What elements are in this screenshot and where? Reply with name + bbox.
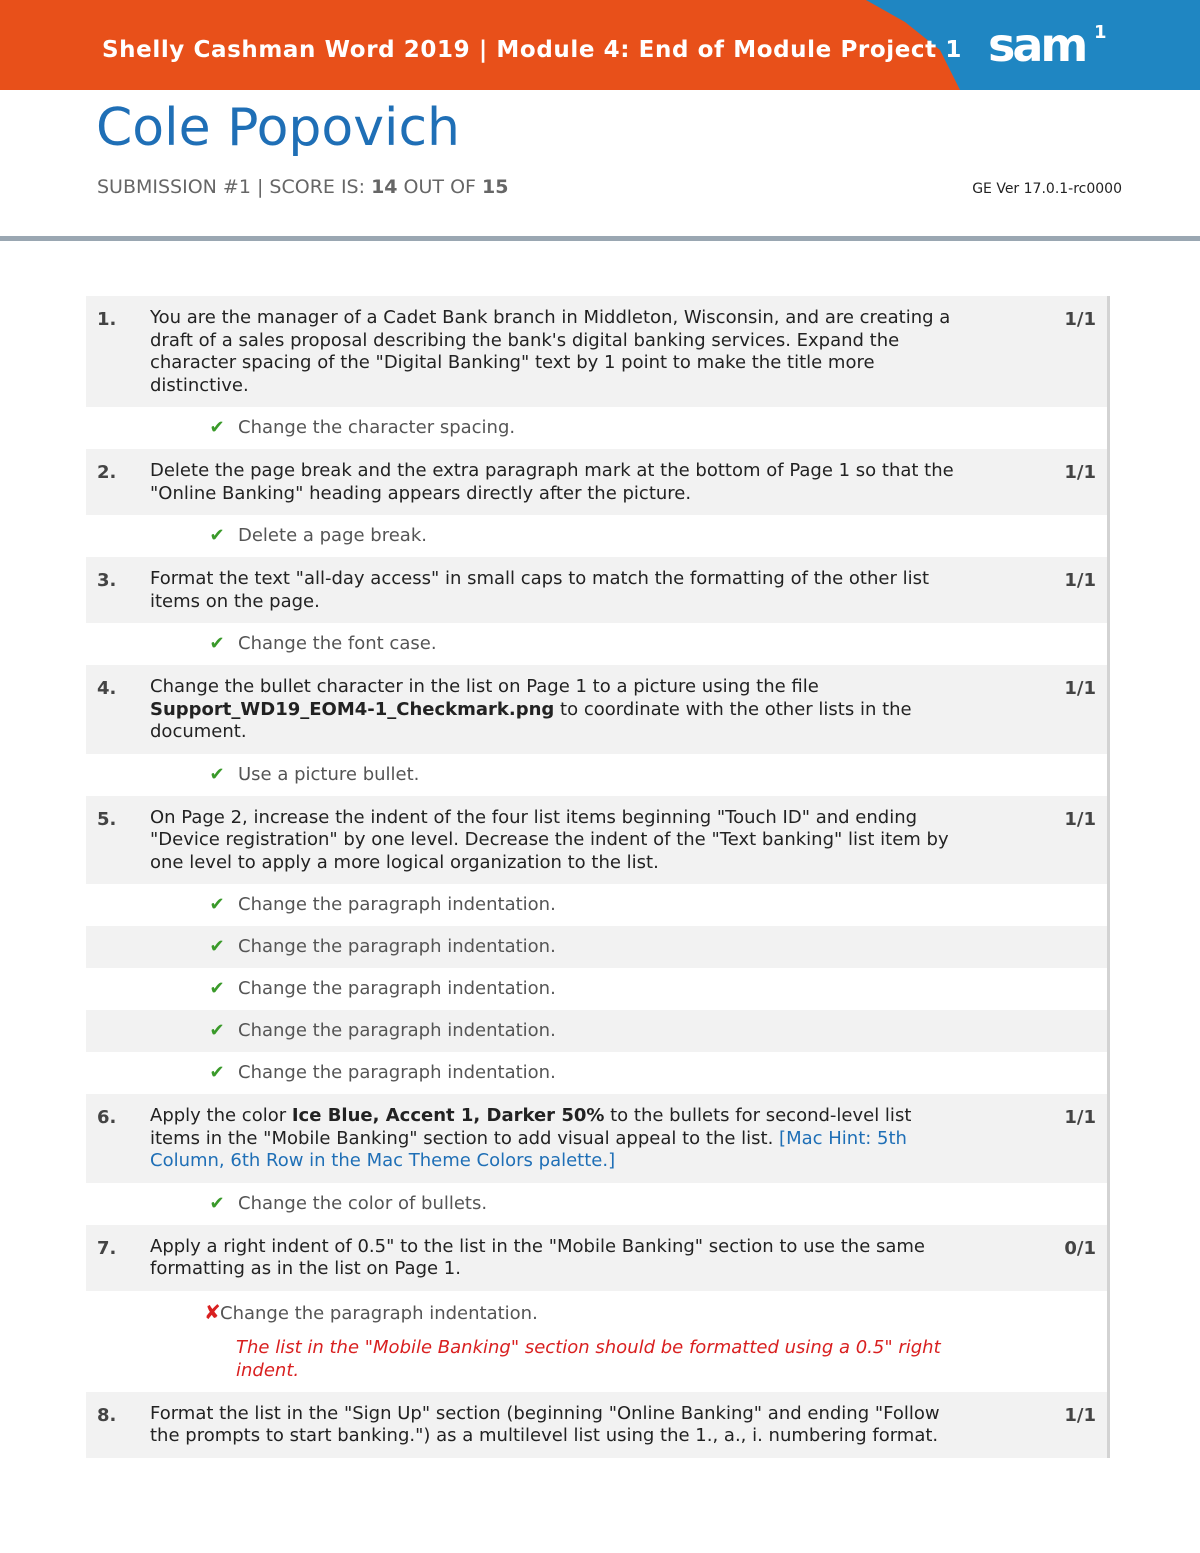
score-total: 15 bbox=[482, 176, 509, 198]
check-row bbox=[86, 1052, 1110, 1094]
submission-summary bbox=[97, 176, 508, 198]
header-divider bbox=[0, 236, 1200, 241]
check-row bbox=[86, 754, 1110, 796]
header-banner bbox=[0, 0, 1200, 90]
score-value: 14 bbox=[371, 176, 398, 198]
check-label: Change the paragraph indentation. bbox=[238, 978, 556, 999]
check-label: Change the paragraph indentation. bbox=[238, 894, 556, 915]
question-row bbox=[86, 1094, 1110, 1183]
check-label: Use a picture bullet. bbox=[238, 763, 420, 785]
check-row bbox=[86, 623, 1110, 665]
mac-hint: [Mac Hint: 5th Column, 6th Row in the Mac Theme Colors palette.] bbox=[150, 1127, 907, 1171]
out-of-label: OUT OF bbox=[397, 176, 482, 198]
question-text-part: Apply the color bbox=[150, 1105, 292, 1126]
student-name: Cole Popovich bbox=[96, 98, 460, 158]
checkmark-icon: ✔ bbox=[209, 1020, 225, 1041]
x-mark-icon: ✘ bbox=[204, 1299, 221, 1324]
checkmark-icon: ✔ bbox=[209, 1062, 225, 1083]
check-label: Change the character spacing. bbox=[238, 417, 516, 438]
checkmark-icon: ✔ bbox=[209, 894, 225, 915]
question-row bbox=[86, 665, 1110, 754]
submission-label: SUBMISSION #1 | SCORE IS: bbox=[97, 176, 372, 198]
checkmark-icon: ✔ bbox=[209, 936, 225, 957]
checkmark-icon: ✔ bbox=[209, 763, 225, 785]
question-row bbox=[86, 1392, 1110, 1458]
check-row bbox=[86, 407, 1110, 449]
checkmark-icon: ✔ bbox=[209, 1192, 225, 1214]
question-number: 3. bbox=[97, 570, 117, 591]
question-text: Format the list in the "Sign Up" section (beginning "Online Banking" and ending "Follow the prompts to start banking.") as a multilevel list using the 1., a., i. numbering format. bbox=[150, 1402, 940, 1446]
check-label: Change the paragraph indentation. bbox=[238, 1020, 556, 1041]
question-score: 1/1 bbox=[1064, 462, 1096, 483]
results-table bbox=[86, 296, 1110, 1458]
fail-label: Change the paragraph indentation. bbox=[220, 1302, 538, 1324]
question-score: 1/1 bbox=[1064, 570, 1096, 591]
version-label: GE Ver 17.0.1-rc0000 bbox=[972, 181, 1122, 197]
question-number: 4. bbox=[97, 678, 117, 699]
check-row bbox=[86, 1010, 1110, 1052]
question-number: 6. bbox=[97, 1107, 117, 1128]
question-score: 1/1 bbox=[1064, 678, 1096, 699]
fail-row bbox=[86, 1291, 1110, 1392]
question-text bbox=[150, 676, 960, 744]
feedback-message: The list in the "Mobile Banking" section should be formatted using a 0.5" right indent. bbox=[236, 1336, 941, 1381]
module-title: Shelly Cashman Word 2019 | Module 4: End of Module Project 1 bbox=[102, 37, 962, 63]
check-label: Delete a page break. bbox=[238, 525, 427, 546]
checkmark-icon: ✔ bbox=[209, 417, 225, 438]
sam-logo-superscript: 1 bbox=[1094, 22, 1107, 43]
question-text: On Page 2, increase the indent of the four list items beginning "Touch ID" and ending "Device registration" by one level. Decrease the indent of the "Text banking" list item by one level to apply a more logical organization to the list. bbox=[150, 806, 949, 873]
question-number: 5. bbox=[97, 808, 117, 830]
question-text-part: to the bullets for second-level list items in the "Mobile Banking" section to add visual appeal to the list. bbox=[150, 1105, 912, 1149]
question-row bbox=[86, 296, 1110, 407]
question-text-part: Change the bullet character in the list on Page 1 to a picture using the file bbox=[150, 676, 819, 697]
question-file-name: Support_WD19_EOM4-1_Checkmark.png bbox=[150, 698, 555, 720]
question-text: Delete the page break and the extra paragraph mark at the bottom of Page 1 so that the "Online Banking" heading appears directly after the picture. bbox=[150, 460, 954, 504]
question-row bbox=[86, 449, 1110, 515]
check-label: Change the paragraph indentation. bbox=[238, 936, 556, 957]
question-text-part: to coordinate with the other lists in the document. bbox=[150, 698, 912, 742]
question-score: 1/1 bbox=[1064, 1404, 1096, 1426]
question-row bbox=[86, 557, 1110, 623]
check-row bbox=[86, 1183, 1110, 1225]
question-row bbox=[86, 1225, 1110, 1291]
checkmark-icon: ✔ bbox=[209, 978, 225, 999]
question-number: 2. bbox=[97, 462, 117, 483]
check-label: Change the paragraph indentation. bbox=[238, 1062, 556, 1083]
question-number: 1. bbox=[97, 309, 117, 330]
question-score: 1/1 bbox=[1064, 309, 1096, 330]
question-number: 7. bbox=[97, 1237, 117, 1259]
question-score: 1/1 bbox=[1064, 808, 1096, 830]
question-score: 0/1 bbox=[1064, 1237, 1096, 1259]
question-text: Apply a right indent of 0.5" to the list in the "Mobile Banking" section to use the same formatting as in the list on Page 1. bbox=[150, 1235, 926, 1279]
sam-logo: sam bbox=[988, 18, 1086, 72]
checkmark-icon: ✔ bbox=[209, 633, 225, 654]
question-score: 1/1 bbox=[1064, 1107, 1096, 1128]
question-text: Format the text "all-day access" in small caps to match the formatting of the other list items on the page. bbox=[150, 568, 930, 612]
check-label: Change the font case. bbox=[238, 633, 437, 654]
check-row bbox=[86, 515, 1110, 557]
check-row bbox=[86, 968, 1110, 1010]
check-label: Change the color of bullets. bbox=[238, 1192, 488, 1214]
question-text bbox=[150, 1105, 960, 1173]
question-number: 8. bbox=[97, 1404, 117, 1426]
checkmark-icon: ✔ bbox=[209, 525, 225, 546]
question-text: You are the manager of a Cadet Bank branch in Middleton, Wisconsin, and are creating a draft of a sales proposal describing the bank's digital banking services. Expand the character spacing of the "Digital Banking" text by 1 point to make the title more distinctive. bbox=[150, 307, 951, 396]
check-row bbox=[86, 884, 1110, 926]
check-row bbox=[86, 926, 1110, 968]
question-row bbox=[86, 796, 1110, 885]
question-color-name: Ice Blue, Accent 1, Darker 50% bbox=[291, 1105, 605, 1126]
